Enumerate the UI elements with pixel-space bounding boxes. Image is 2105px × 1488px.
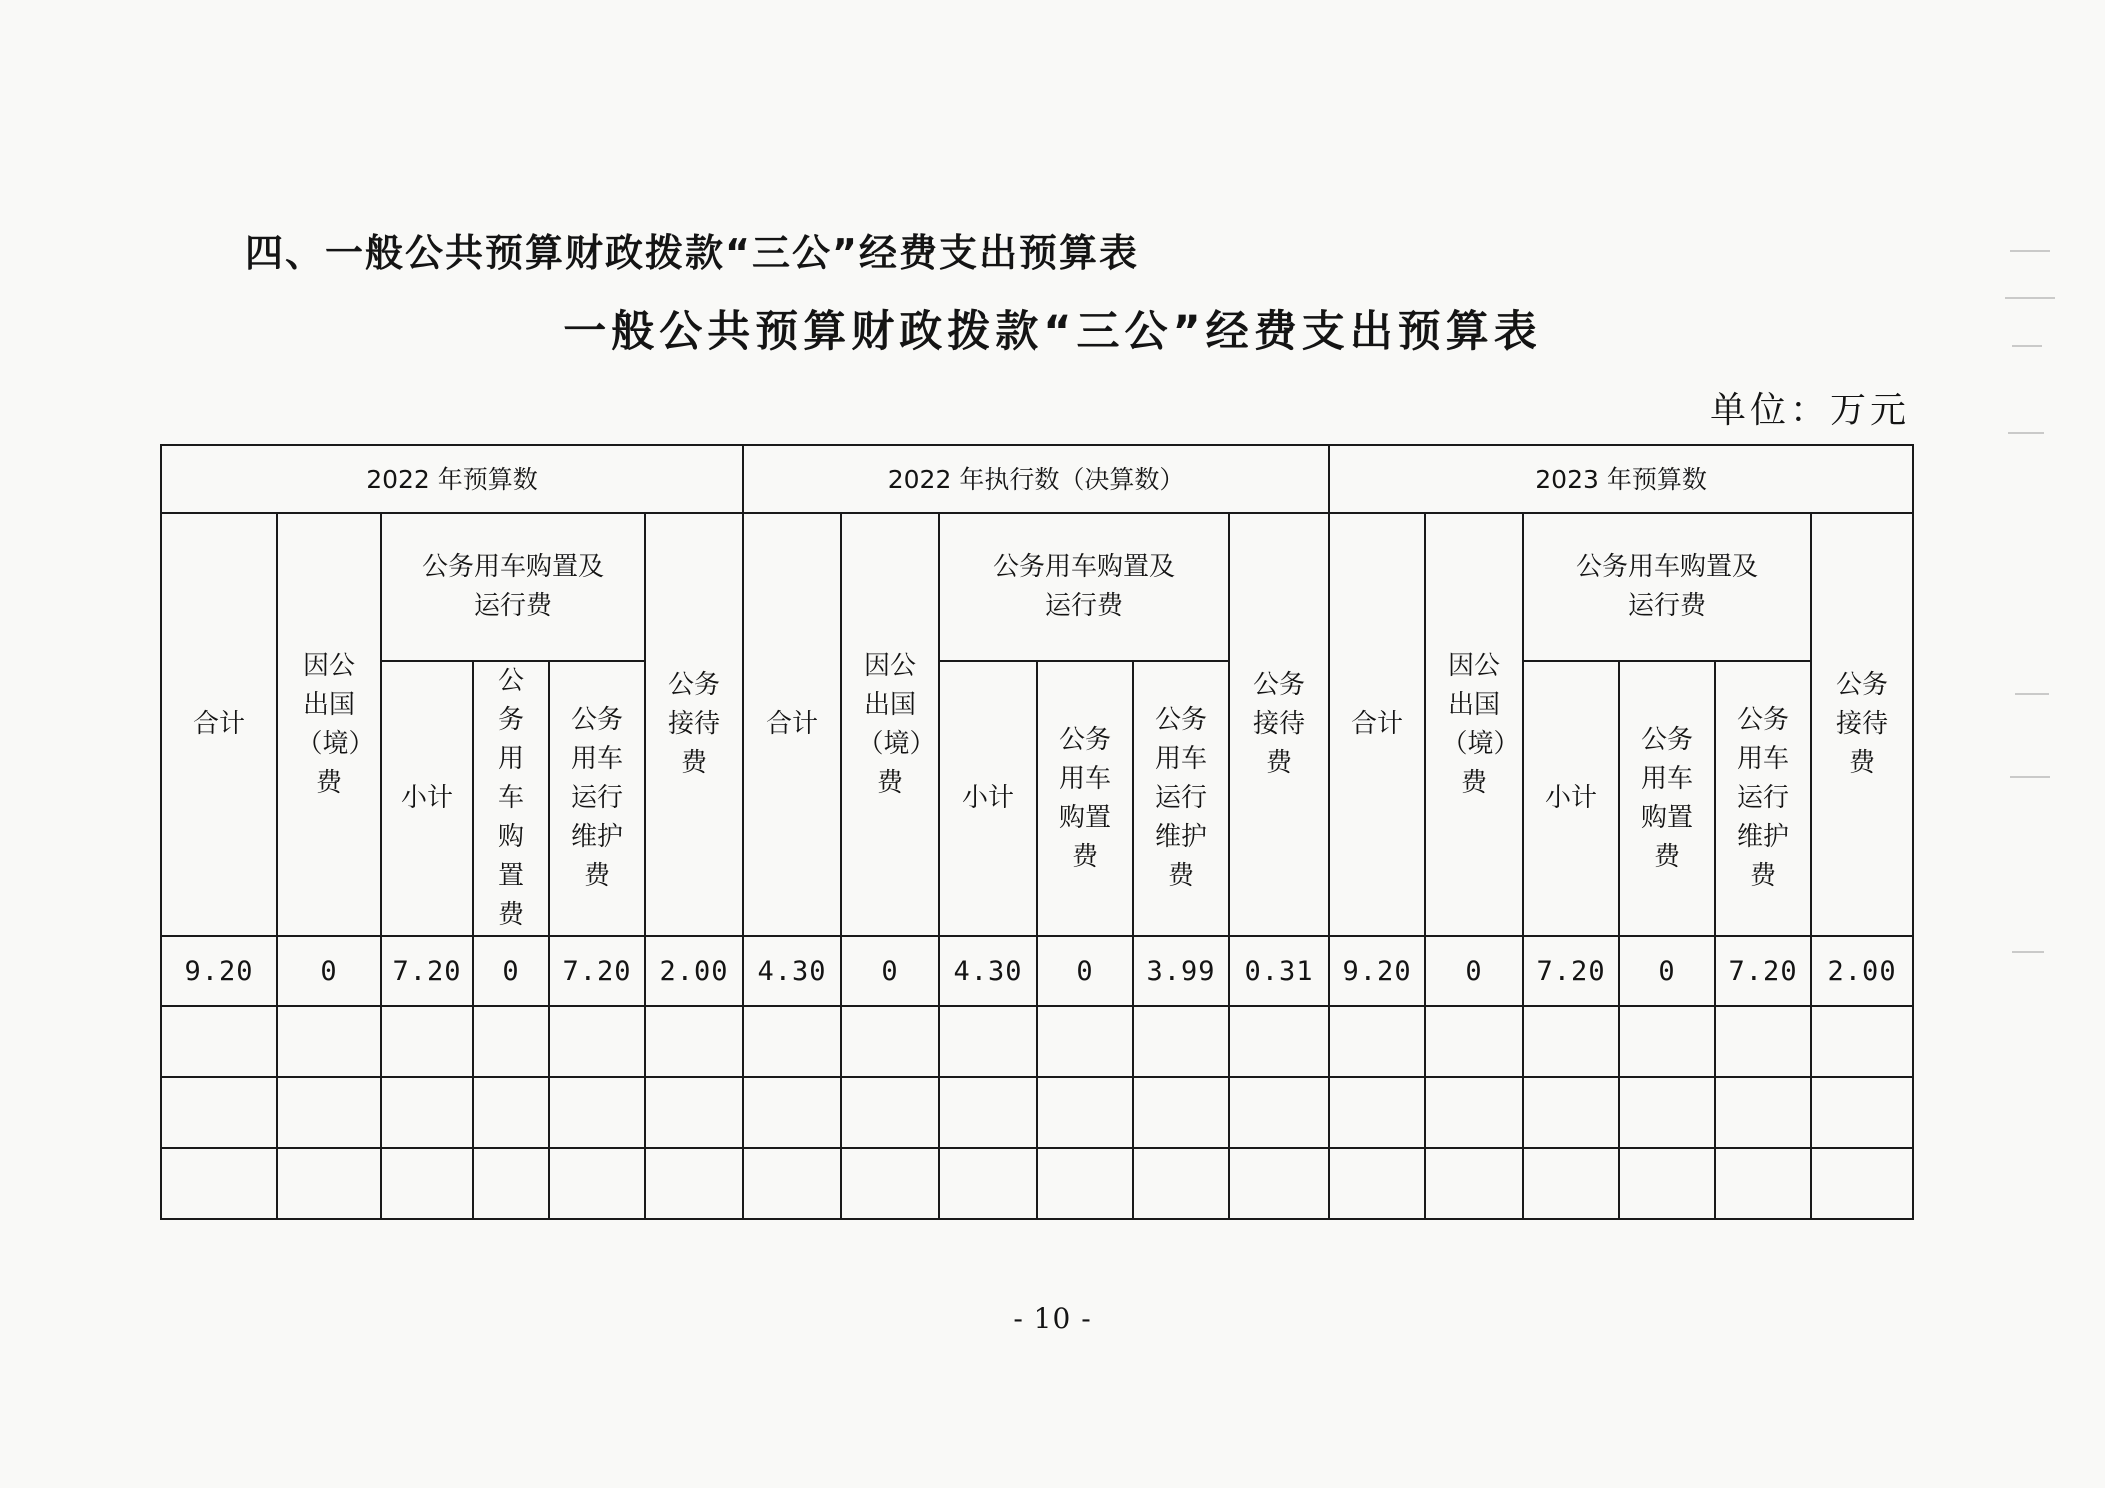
table-cell (841, 1077, 939, 1148)
header-vehicle-operation-text: 公务用车运行维护费 (1737, 705, 1790, 891)
table-cell: 4.30 (939, 936, 1037, 1006)
table-cell: 9.20 (1329, 936, 1425, 1006)
table-cell (161, 1077, 277, 1148)
table-row-values (161, 936, 1913, 1006)
table-cell (645, 1148, 743, 1219)
table-row-empty (161, 1148, 1913, 1219)
table-cell (549, 1006, 645, 1077)
header-vehicle (939, 513, 1229, 661)
header-vehicle-operation (1133, 661, 1229, 936)
table-cell (1133, 1077, 1229, 1148)
table-cell (1715, 1006, 1811, 1077)
header-subtotal (1523, 661, 1619, 936)
table-cell (1133, 1148, 1229, 1219)
scan-edge-mark (2012, 951, 2044, 953)
header-subtotal (381, 661, 473, 936)
table-row-empty (161, 1077, 1913, 1148)
table-row-empty (161, 1006, 1913, 1077)
table-cell (277, 1006, 381, 1077)
table-cell (1811, 1077, 1913, 1148)
header-reception-text: 公务接待费 (1836, 670, 1889, 778)
header-abroad (277, 513, 381, 936)
header-vehicle-operation-text: 公务用车运行维护费 (570, 705, 623, 891)
table-cell: 7.20 (1715, 936, 1811, 1006)
table-cell (1523, 1006, 1619, 1077)
table-cell: 0 (841, 936, 939, 1006)
table-cell (743, 1148, 841, 1219)
header-vehicle-purchase (1619, 661, 1715, 936)
header-total-text: 合计 (192, 709, 245, 739)
table-cell (161, 1006, 277, 1077)
table-cell (743, 1077, 841, 1148)
table-cell (1523, 1077, 1619, 1148)
header-vehicle-purchase-text: 公务用车购置费 (497, 666, 524, 930)
header-vehicle (1523, 513, 1811, 661)
scan-edge-mark (2008, 432, 2044, 434)
table-cell (645, 1077, 743, 1148)
table-cell (1229, 1148, 1329, 1219)
scan-edge-mark (2010, 250, 2050, 252)
header-vehicle-operation (1715, 661, 1811, 936)
header-total (743, 513, 841, 936)
header-vehicle-purchase-text: 公务用车购置费 (1059, 724, 1112, 872)
header-abroad-text: 因公出国（境）费 (857, 650, 923, 798)
group-header-2022-actual: 2022 年执行数（决算数） (743, 445, 1329, 513)
table-cell (473, 1148, 549, 1219)
table-cell (473, 1006, 549, 1077)
header-abroad (1425, 513, 1523, 936)
table-cell (1715, 1148, 1811, 1219)
header-vehicle (381, 513, 645, 661)
scan-edge-mark (2012, 345, 2042, 347)
header-abroad-text: 因公出国（境）费 (296, 650, 362, 798)
table-cell (1619, 1148, 1715, 1219)
table-cell (841, 1148, 939, 1219)
table-cell (381, 1148, 473, 1219)
table-cell: 0 (277, 936, 381, 1006)
table-cell (473, 1077, 549, 1148)
header-vehicle-text: 公务用车购置及运行费 (421, 552, 604, 621)
table-title: 一般公共预算财政拨款“三公”经费支出预算表 (563, 307, 1542, 357)
table-cell (1229, 1077, 1329, 1148)
header-total-text: 合计 (766, 709, 819, 739)
budget-table (160, 444, 1914, 1220)
header-subtotal (939, 661, 1037, 936)
group-header-2023-budget: 2023 年预算数 (1329, 445, 1913, 513)
table-cell (939, 1006, 1037, 1077)
table-cell (645, 1006, 743, 1077)
unit-label: 单位：万元 (1710, 390, 1911, 431)
table-cell (743, 1006, 841, 1077)
section-heading: 四、一般公共预算财政拨款“三公”经费支出预算表 (245, 231, 1139, 275)
group-header-2022-budget: 2022 年预算数 (161, 445, 743, 513)
table-cell: 0.31 (1229, 936, 1329, 1006)
table-cell: 7.20 (381, 936, 473, 1006)
table-cell (1329, 1148, 1425, 1219)
header-reception (1229, 513, 1329, 936)
table-cell: 0 (1619, 936, 1715, 1006)
table-cell (277, 1148, 381, 1219)
header-total-text: 合计 (1351, 709, 1404, 739)
table-cell: 0 (473, 936, 549, 1006)
table-cell (549, 1148, 645, 1219)
header-subtotal-text: 小计 (1545, 783, 1598, 813)
header-reception-text: 公务接待费 (1253, 670, 1306, 778)
table-cell (381, 1077, 473, 1148)
header-vehicle-purchase-text: 公务用车购置费 (1641, 724, 1694, 872)
group-header-row (161, 445, 1913, 513)
table-cell (1811, 1148, 1913, 1219)
table-cell: 7.20 (1523, 936, 1619, 1006)
table-cell (939, 1148, 1037, 1219)
table-cell (1037, 1148, 1133, 1219)
table-cell: 4.30 (743, 936, 841, 1006)
table-cell (1619, 1006, 1715, 1077)
table-cell (381, 1006, 473, 1077)
header-reception-text: 公务接待费 (667, 670, 720, 778)
table-cell (1425, 1006, 1523, 1077)
table-cell (841, 1006, 939, 1077)
table-cell (161, 1148, 277, 1219)
table-cell (1037, 1077, 1133, 1148)
scan-edge-mark (2010, 776, 2050, 778)
table-cell (1425, 1077, 1523, 1148)
table-cell (549, 1077, 645, 1148)
leaf-header-row (161, 661, 1913, 936)
header-vehicle-operation (549, 661, 645, 936)
header-total (1329, 513, 1425, 936)
table-body (161, 445, 1913, 936)
header-vehicle-purchase (1037, 661, 1133, 936)
table-cell (1329, 1077, 1425, 1148)
header-vehicle-text: 公务用车购置及运行费 (1576, 552, 1759, 621)
scan-edge-mark (2005, 297, 2055, 299)
table-data-rows (161, 936, 1913, 1219)
header-vehicle-purchase (473, 661, 549, 936)
table-cell: 0 (1425, 936, 1523, 1006)
table-cell: 3.99 (1133, 936, 1229, 1006)
table-cell (1425, 1148, 1523, 1219)
header-subtotal-text: 小计 (400, 783, 453, 813)
table-cell (939, 1077, 1037, 1148)
header-abroad-text: 因公出国（境）费 (1441, 650, 1507, 798)
header-abroad (841, 513, 939, 936)
table-cell: 0 (1037, 936, 1133, 1006)
header-total (161, 513, 277, 936)
table-cell (1811, 1006, 1913, 1077)
table-cell: 7.20 (549, 936, 645, 1006)
table-cell (1329, 1006, 1425, 1077)
table-cell: 2.00 (1811, 936, 1913, 1006)
sub-header-row (161, 513, 1913, 661)
table-cell (277, 1077, 381, 1148)
header-vehicle-text: 公务用车购置及运行费 (993, 552, 1176, 621)
table-cell (1523, 1148, 1619, 1219)
header-subtotal-text: 小计 (962, 783, 1015, 813)
table-cell (1133, 1006, 1229, 1077)
page-number: - 10 - (1013, 1302, 1092, 1335)
table-cell: 9.20 (161, 936, 277, 1006)
table-cell (1619, 1077, 1715, 1148)
table-cell (1037, 1006, 1133, 1077)
header-vehicle-operation-text: 公务用车运行维护费 (1155, 705, 1208, 891)
header-reception (645, 513, 743, 936)
table-cell (1229, 1006, 1329, 1077)
table-cell: 2.00 (645, 936, 743, 1006)
scan-edge-mark (2015, 693, 2049, 695)
header-reception (1811, 513, 1913, 936)
table-cell (1715, 1077, 1811, 1148)
